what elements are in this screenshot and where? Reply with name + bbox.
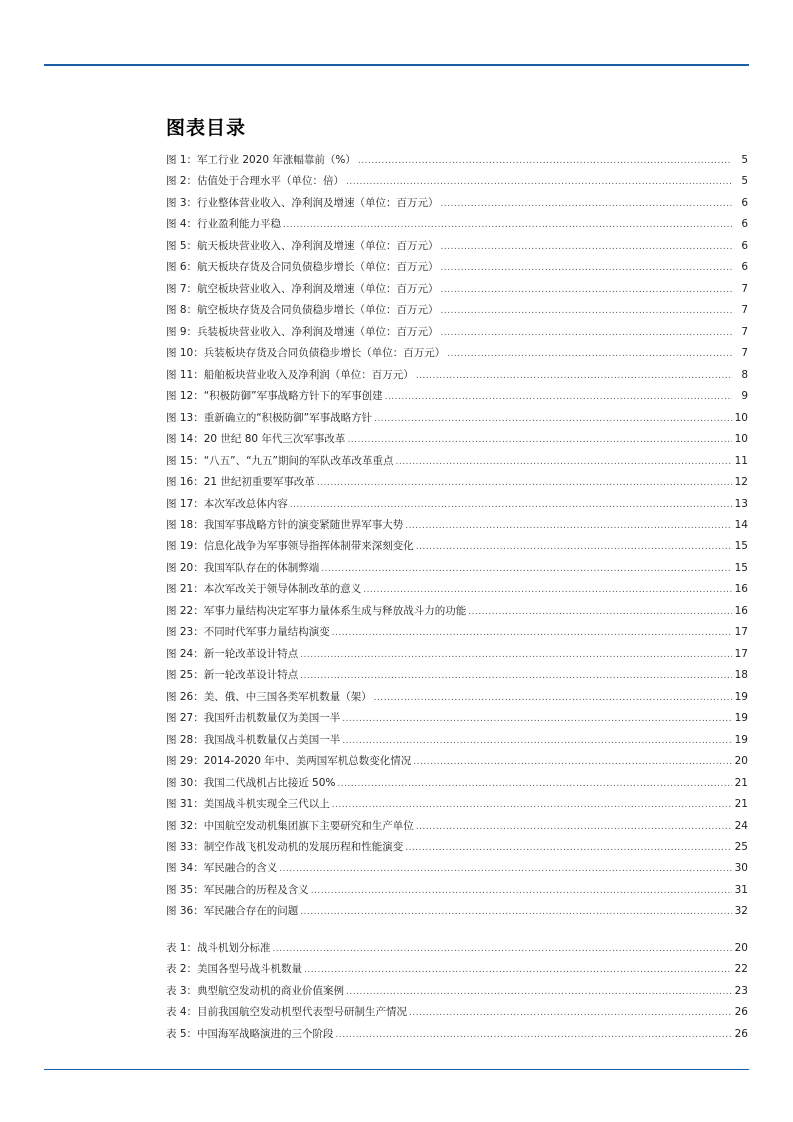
figure-entry[interactable] bbox=[166, 858, 748, 879]
leader-dots bbox=[374, 688, 732, 708]
leader-dots bbox=[363, 580, 732, 600]
table-entry[interactable] bbox=[166, 938, 748, 959]
figure-entry-label: 图 1：军工行业 2020 年涨幅靠前（%） bbox=[166, 154, 356, 166]
figure-entry-page-number: 6 bbox=[741, 239, 748, 252]
figure-entry-page-number: 25 bbox=[734, 841, 748, 853]
figure-entry-page-number: 6 bbox=[741, 196, 748, 209]
figure-entry[interactable] bbox=[166, 322, 748, 343]
figure-entry-label: 图 16：21 世纪初重要军事改革 bbox=[166, 476, 315, 489]
leader-dots bbox=[441, 280, 732, 300]
leader-dots bbox=[300, 645, 732, 665]
figure-entry-page-number: 13 bbox=[734, 497, 748, 510]
figure-entry-label: 图 27：我国歼击机数量仅为美国一半 bbox=[166, 712, 341, 725]
figure-entry[interactable] bbox=[166, 343, 748, 364]
page-title: 图表目录 bbox=[166, 117, 247, 139]
figure-entry-page-number: 17 bbox=[734, 647, 748, 660]
table-entry-label: 表 1：战斗机划分标准 bbox=[166, 942, 271, 954]
figure-entry[interactable] bbox=[166, 665, 748, 686]
leader-dots bbox=[441, 323, 732, 343]
leader-dots bbox=[304, 960, 732, 980]
leader-dots bbox=[336, 1025, 732, 1045]
figure-entry[interactable] bbox=[166, 751, 748, 772]
figure-entry-page-number: 11 bbox=[734, 454, 748, 467]
figure-entry-label: 图 32：中国航空发动机集团旗下主要研究和生产单位 bbox=[166, 819, 414, 832]
figure-entry-page-number: 19 bbox=[734, 712, 748, 725]
figure-entry-page-number: 6 bbox=[741, 218, 748, 231]
leader-dots bbox=[409, 1003, 732, 1023]
figure-entry-label: 图 20：我国军队存在的体制弊端 bbox=[166, 561, 320, 574]
figure-entry[interactable] bbox=[166, 451, 748, 472]
figure-entry-page-number: 24 bbox=[734, 819, 748, 832]
leader-dots bbox=[441, 258, 732, 278]
table-entry-page-number: 23 bbox=[734, 984, 748, 997]
leader-dots bbox=[332, 795, 732, 815]
figure-entry[interactable] bbox=[166, 601, 748, 622]
figure-entry-page-number: 20 bbox=[734, 755, 748, 768]
figure-entry[interactable] bbox=[166, 279, 748, 300]
figure-entry-label: 图 5：航天板块营业收入、净利润及增速（单位：百万元） bbox=[166, 239, 439, 252]
header-rule bbox=[44, 64, 749, 66]
figure-entry[interactable] bbox=[166, 579, 748, 600]
figure-entry-page-number: 7 bbox=[741, 282, 748, 295]
figure-entry-label: 图 24：新一轮改革设计特点 bbox=[166, 647, 299, 660]
figure-entry[interactable] bbox=[166, 644, 748, 665]
figure-entry-label: 图 25：新一轮改革设计特点 bbox=[166, 669, 299, 682]
figure-entry-page-number: 15 bbox=[734, 561, 748, 574]
leader-dots bbox=[317, 473, 732, 493]
figure-entry[interactable] bbox=[166, 171, 748, 192]
figure-entry-page-number: 5 bbox=[741, 175, 748, 188]
figure-entry-label: 图 19：信息化战争为军事领导指挥体制带来深刻变化 bbox=[166, 540, 414, 553]
leader-dots bbox=[405, 838, 732, 858]
figure-entry-page-number: 8 bbox=[741, 368, 748, 381]
figure-entry-label: 图 4：行业盈利能力平稳 bbox=[166, 218, 282, 231]
table-entry-label: 表 5：中国海军战略演进的三个阶段 bbox=[166, 1027, 334, 1040]
figure-entry-label: 图 6：航天板块存货及合同负债稳步增长（单位：百万元） bbox=[166, 261, 439, 274]
leader-dots bbox=[441, 194, 732, 214]
leader-dots bbox=[416, 817, 732, 837]
figure-entry[interactable] bbox=[166, 794, 748, 815]
figure-entry[interactable] bbox=[166, 773, 748, 794]
leader-dots bbox=[416, 366, 732, 386]
leader-dots bbox=[447, 344, 732, 364]
leader-dots bbox=[342, 731, 732, 751]
figure-entry-label: 图 34：军民融合的含义 bbox=[166, 862, 278, 875]
figure-entry-label: 图 15：“八五”、“九五”期间的军队改革改革重点 bbox=[166, 454, 394, 467]
leader-dots bbox=[346, 172, 732, 192]
leader-dots bbox=[321, 559, 732, 579]
figure-entry-label: 图 12：“积极防御”军事战略方针下的军事创建 bbox=[166, 390, 383, 403]
figure-entry[interactable] bbox=[166, 429, 748, 450]
figure-entry-page-number: 6 bbox=[741, 261, 748, 274]
leader-dots bbox=[374, 409, 732, 429]
figure-entry-label: 图 10：兵装板块存货及合同负债稳步增长（单位：百万元） bbox=[166, 347, 446, 360]
leader-dots bbox=[279, 859, 732, 879]
figure-entry[interactable] bbox=[166, 193, 748, 214]
figure-entry-page-number: 10 bbox=[734, 433, 748, 446]
figure-entry-page-number: 16 bbox=[734, 604, 748, 617]
leader-dots bbox=[347, 430, 732, 450]
figure-entry-page-number: 16 bbox=[734, 583, 748, 596]
figure-entry-page-number: 15 bbox=[734, 540, 748, 553]
figure-entry[interactable] bbox=[166, 150, 748, 171]
figure-entry[interactable] bbox=[166, 730, 748, 751]
leader-dots bbox=[441, 301, 732, 321]
leader-dots bbox=[311, 881, 732, 901]
table-entry-label: 表 4：目前我国航空发动机型代表型号研制生产情况 bbox=[166, 1006, 408, 1019]
figure-entry-label: 图 18：我国军事战略方针的演变紧随世界军事大势 bbox=[166, 518, 404, 531]
figure-entry[interactable] bbox=[166, 472, 748, 493]
figure-entry-page-number: 19 bbox=[734, 733, 748, 746]
figure-entry-page-number: 9 bbox=[741, 390, 748, 403]
table-entry[interactable] bbox=[166, 959, 748, 980]
figure-entry[interactable] bbox=[166, 386, 748, 407]
table-entry-page-number: 22 bbox=[734, 963, 748, 976]
figure-entry-label: 图 3：行业整体营业收入、净利润及增速（单位：百万元） bbox=[166, 196, 439, 209]
figure-entry-label: 图 22：军事力量结构决定军事力量体系生成与释放战斗力的功能 bbox=[166, 604, 467, 617]
table-entry-label: 表 2：美国各型号战斗机数量 bbox=[166, 963, 303, 976]
figure-entry-page-number: 18 bbox=[734, 669, 748, 682]
figure-entry-page-number: 7 bbox=[741, 347, 748, 360]
figure-entry[interactable] bbox=[166, 901, 748, 922]
leader-dots bbox=[283, 215, 732, 235]
leader-dots bbox=[337, 774, 732, 794]
figure-entry-label: 图 9：兵装板块营业收入、净利润及增速（单位：百万元） bbox=[166, 325, 439, 338]
table-entry-page-number: 20 bbox=[734, 942, 748, 954]
leader-dots bbox=[358, 151, 732, 171]
figure-entry-page-number: 19 bbox=[734, 690, 748, 703]
figure-entry[interactable] bbox=[166, 214, 748, 235]
figure-entry-page-number: 12 bbox=[734, 476, 748, 489]
table-entry[interactable] bbox=[166, 981, 748, 1002]
table-entry[interactable] bbox=[166, 1002, 748, 1023]
figure-entry-page-number: 30 bbox=[734, 862, 748, 875]
table-entry[interactable] bbox=[166, 1024, 748, 1045]
figure-entry[interactable] bbox=[166, 515, 748, 536]
figure-entry-page-number: 17 bbox=[734, 626, 748, 639]
figure-entry-label: 图 35：军民融合的历程及含义 bbox=[166, 883, 309, 896]
figure-entry-label: 图 31：美国战斗机实现全三代以上 bbox=[166, 798, 330, 811]
figure-entry[interactable] bbox=[166, 536, 748, 557]
figure-entry[interactable] bbox=[166, 622, 748, 643]
leader-dots bbox=[342, 709, 732, 729]
figure-entry-label: 图 14：20 世纪 80 年代三次军事改革 bbox=[166, 433, 346, 446]
figure-entry-label: 图 7：航空板块营业收入、净利润及增速（单位：百万元） bbox=[166, 282, 439, 295]
figure-entry-label: 图 26：美、俄、中三国各类军机数量（架） bbox=[166, 690, 372, 703]
table-entry-page-number: 26 bbox=[734, 1006, 748, 1019]
figure-entry-page-number: 7 bbox=[741, 304, 748, 317]
leader-dots bbox=[441, 237, 732, 257]
figure-entry-label: 图 33：制空作战飞机发动机的发展历程和性能演变 bbox=[166, 841, 404, 853]
leader-dots bbox=[300, 902, 732, 922]
table-entry-label: 表 3：典型航空发动机的商业价值案例 bbox=[166, 984, 345, 997]
table-entry-page-number: 26 bbox=[734, 1027, 748, 1040]
leader-dots bbox=[413, 752, 732, 772]
figure-entry-page-number: 14 bbox=[734, 518, 748, 531]
figure-entry-label: 图 2：估值处于合理水平（单位：倍） bbox=[166, 175, 345, 188]
figure-entry-label: 图 30：我国二代战机占比接近 50% bbox=[166, 776, 336, 789]
figure-entry[interactable] bbox=[166, 687, 748, 708]
figure-entry-label: 图 21：本次军改关于领导体制改革的意义 bbox=[166, 583, 362, 596]
table-list bbox=[166, 938, 748, 1045]
figure-entry-page-number: 7 bbox=[741, 325, 748, 338]
figure-entry[interactable] bbox=[166, 708, 748, 729]
leader-dots bbox=[385, 387, 732, 407]
figure-entry-page-number: 5 bbox=[741, 154, 748, 166]
figure-entry-label: 图 29：2014-2020 年中、美两国军机总数变化情况 bbox=[166, 755, 412, 768]
figure-entry-label: 图 36：军民融合存在的问题 bbox=[166, 905, 299, 918]
figure-entry[interactable] bbox=[166, 837, 748, 858]
figure-entry-page-number: 10 bbox=[734, 411, 748, 424]
figure-entry-label: 图 28：我国战斗机数量仅占美国一半 bbox=[166, 733, 341, 746]
figure-entry-label: 图 17：本次军改总体内容 bbox=[166, 497, 288, 510]
leader-dots bbox=[346, 982, 732, 1002]
figure-entry-page-number: 31 bbox=[734, 883, 748, 896]
leader-dots bbox=[416, 537, 732, 557]
figure-entry[interactable] bbox=[166, 365, 748, 386]
leader-dots bbox=[395, 452, 732, 472]
figure-entry[interactable] bbox=[166, 300, 748, 321]
leader-dots bbox=[290, 495, 732, 515]
figure-entry-label: 图 23：不同时代军事力量结构演变 bbox=[166, 626, 330, 639]
figure-entry[interactable] bbox=[166, 236, 748, 257]
figure-entry-label: 图 13：重新确立的“积极防御”军事战略方针 bbox=[166, 411, 373, 424]
figure-entry[interactable] bbox=[166, 494, 748, 515]
footer-rule bbox=[44, 1069, 749, 1070]
figure-entry-page-number: 32 bbox=[734, 905, 748, 918]
leader-dots bbox=[300, 666, 732, 686]
figure-entry-label: 图 8：航空板块存货及合同负债稳步增长（单位：百万元） bbox=[166, 304, 439, 317]
leader-dots bbox=[468, 602, 732, 622]
figure-entry-page-number: 21 bbox=[734, 776, 748, 789]
figure-entry[interactable] bbox=[166, 257, 748, 278]
leader-dots bbox=[273, 939, 732, 959]
leader-dots bbox=[332, 623, 732, 643]
figure-entry-label: 图 11：船舶板块营业收入及净利润（单位：百万元） bbox=[166, 368, 414, 381]
figure-list bbox=[166, 150, 748, 923]
leader-dots bbox=[405, 516, 732, 536]
figure-entry[interactable] bbox=[166, 880, 748, 901]
figure-entry[interactable] bbox=[166, 408, 748, 429]
figure-entry[interactable] bbox=[166, 558, 748, 579]
figure-entry-page-number: 21 bbox=[734, 798, 748, 811]
figure-entry[interactable] bbox=[166, 816, 748, 837]
